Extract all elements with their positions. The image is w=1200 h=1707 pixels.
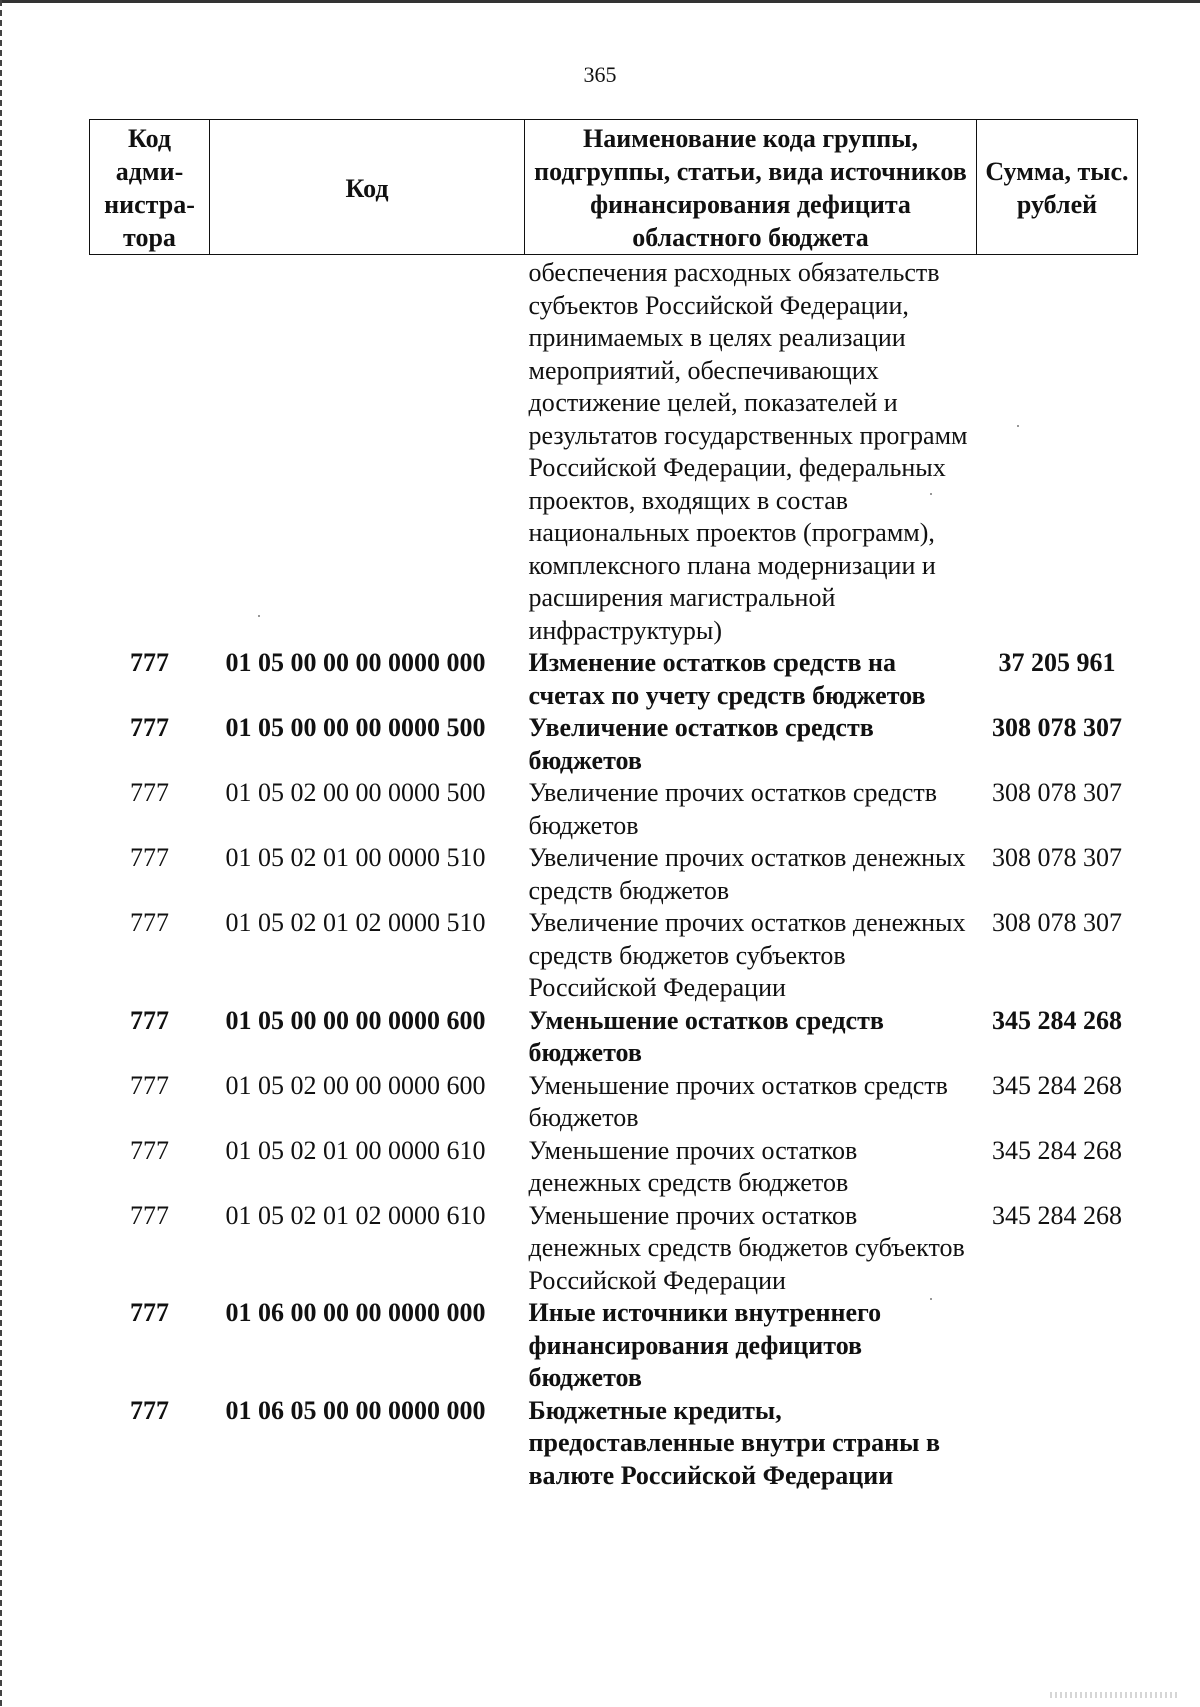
- code-cell: 01 05 02 01 00 0000 510: [225, 843, 486, 872]
- sum-cell: 308 078 307: [992, 843, 1122, 872]
- scan-speck: [258, 615, 260, 617]
- scan-speck: [930, 493, 932, 495]
- page-number: 365: [583, 62, 617, 87]
- code-cell: 01 05 00 00 00 0000 500: [225, 713, 486, 742]
- name-cell: Уменьшение прочих остатков денежных средств бюджетов субъектов Российской Федерации: [528, 1200, 965, 1295]
- admin-cell: 777: [130, 908, 169, 937]
- code-cell: 01 05 02 01 02 0000 610: [225, 1200, 486, 1230]
- sum-cell: 345 284 268: [992, 1070, 1122, 1100]
- continuation-name-cell: обеспечения расходных обязательств субъектов Российской Федерации, принимаемых в целях реализации мероприятий, обеспечивающих достижение целей, показателей и результатов государственных программ Российской Федерации, федеральных проектов, входящих в состав национальных проектов (программ), комплексного плана модернизации и расширения магистральной инфраструктуры): [528, 258, 968, 645]
- name-cell: Иные источники внутреннего финансирования дефицитов бюджетов: [528, 1298, 882, 1392]
- scan-speck: [930, 1298, 932, 1300]
- page-left-edge: [0, 0, 2, 1707]
- name-cell: Увеличение прочих остатков средств бюджетов: [528, 778, 938, 840]
- continuation-row: [90, 255, 1138, 648]
- sum-cell: 345 284 268: [992, 1135, 1122, 1165]
- code-cell: 01 05 02 00 00 0000 500: [225, 778, 486, 807]
- header-sum: Сумма, тыс. рублей: [977, 120, 1138, 255]
- table-row: [90, 1395, 1138, 1493]
- name-cell: Изменение остатков средств на счетах по учету средств бюджетов: [528, 648, 926, 710]
- table-row: [90, 1070, 1138, 1135]
- header-admin: Код адми-нистра-тора: [90, 120, 210, 255]
- admin-cell: 777: [130, 1135, 169, 1165]
- name-cell: Увеличение прочих остатков денежных средств бюджетов: [528, 843, 966, 905]
- table-row: [90, 712, 1138, 777]
- admin-cell: 777: [130, 648, 169, 677]
- name-cell: Уменьшение прочих остатков средств бюджетов: [528, 1070, 948, 1132]
- table-body: [90, 255, 1138, 1493]
- admin-cell: 777: [130, 843, 169, 872]
- sum-cell: 37 205 961: [998, 648, 1116, 677]
- table-row: [90, 1297, 1138, 1395]
- header-code: Код: [210, 120, 525, 255]
- continuation-admin-cell: [90, 255, 210, 648]
- name-cell: Увеличение остатков средств бюджетов: [528, 713, 874, 775]
- name-cell: Увеличение прочих остатков денежных средств бюджетов субъектов Российской Федерации: [528, 908, 966, 1002]
- code-cell: 01 05 00 00 00 0000 000: [225, 648, 486, 677]
- table-row: [90, 1005, 1138, 1070]
- table-header: [90, 120, 1138, 255]
- page-top-edge: [0, 0, 1200, 3]
- header-name: Наименование кода группы, подгруппы, статьи, вида источников финансирования дефицита областного бюджета: [525, 120, 977, 255]
- code-cell: 01 05 00 00 00 0000 600: [225, 1005, 486, 1035]
- table-row: [90, 1200, 1138, 1298]
- table-row: [90, 842, 1138, 907]
- admin-cell: 777: [130, 1070, 169, 1100]
- table-row: [90, 1135, 1138, 1200]
- code-cell: 01 05 02 00 00 0000 600: [225, 1070, 486, 1100]
- sum-cell: 345 284 268: [992, 1200, 1122, 1230]
- sum-cell: 308 078 307: [992, 778, 1122, 807]
- sum-cell: [977, 1297, 1138, 1395]
- admin-cell: 777: [130, 1395, 169, 1425]
- admin-cell: 777: [130, 1200, 169, 1230]
- code-cell: 01 06 05 00 00 0000 000: [225, 1395, 486, 1425]
- scan-smudge: [1050, 1692, 1180, 1698]
- sum-cell: 308 078 307: [992, 713, 1122, 742]
- sum-cell: 345 284 268: [992, 1005, 1122, 1035]
- continuation-code-cell: [210, 255, 525, 648]
- sum-cell: [977, 1395, 1138, 1493]
- admin-cell: 777: [130, 778, 169, 807]
- sources-financing-table: [89, 119, 1138, 1492]
- admin-cell: 777: [130, 713, 169, 742]
- code-cell: 01 05 02 01 02 0000 510: [225, 908, 486, 937]
- code-cell: 01 05 02 01 00 0000 610: [225, 1135, 486, 1165]
- code-cell: 01 06 00 00 00 0000 000: [225, 1298, 486, 1327]
- name-cell: Уменьшение остатков средств бюджетов: [528, 1005, 884, 1067]
- continuation-sum-cell: [977, 255, 1138, 648]
- name-cell: Бюджетные кредиты, предоставленные внутри страны в валюте Российской Федерации: [528, 1395, 941, 1490]
- sum-cell: 308 078 307: [992, 908, 1122, 937]
- admin-cell: 777: [130, 1298, 169, 1327]
- header-row: [90, 120, 1138, 255]
- table-row: [90, 907, 1138, 1005]
- table-row: [90, 777, 1138, 842]
- table-row: [90, 647, 1138, 712]
- scan-speck: [1017, 425, 1019, 427]
- sources-table-container: [89, 119, 1137, 1492]
- admin-cell: 777: [130, 1005, 169, 1035]
- name-cell: Уменьшение прочих остатков денежных средств бюджетов: [528, 1135, 858, 1197]
